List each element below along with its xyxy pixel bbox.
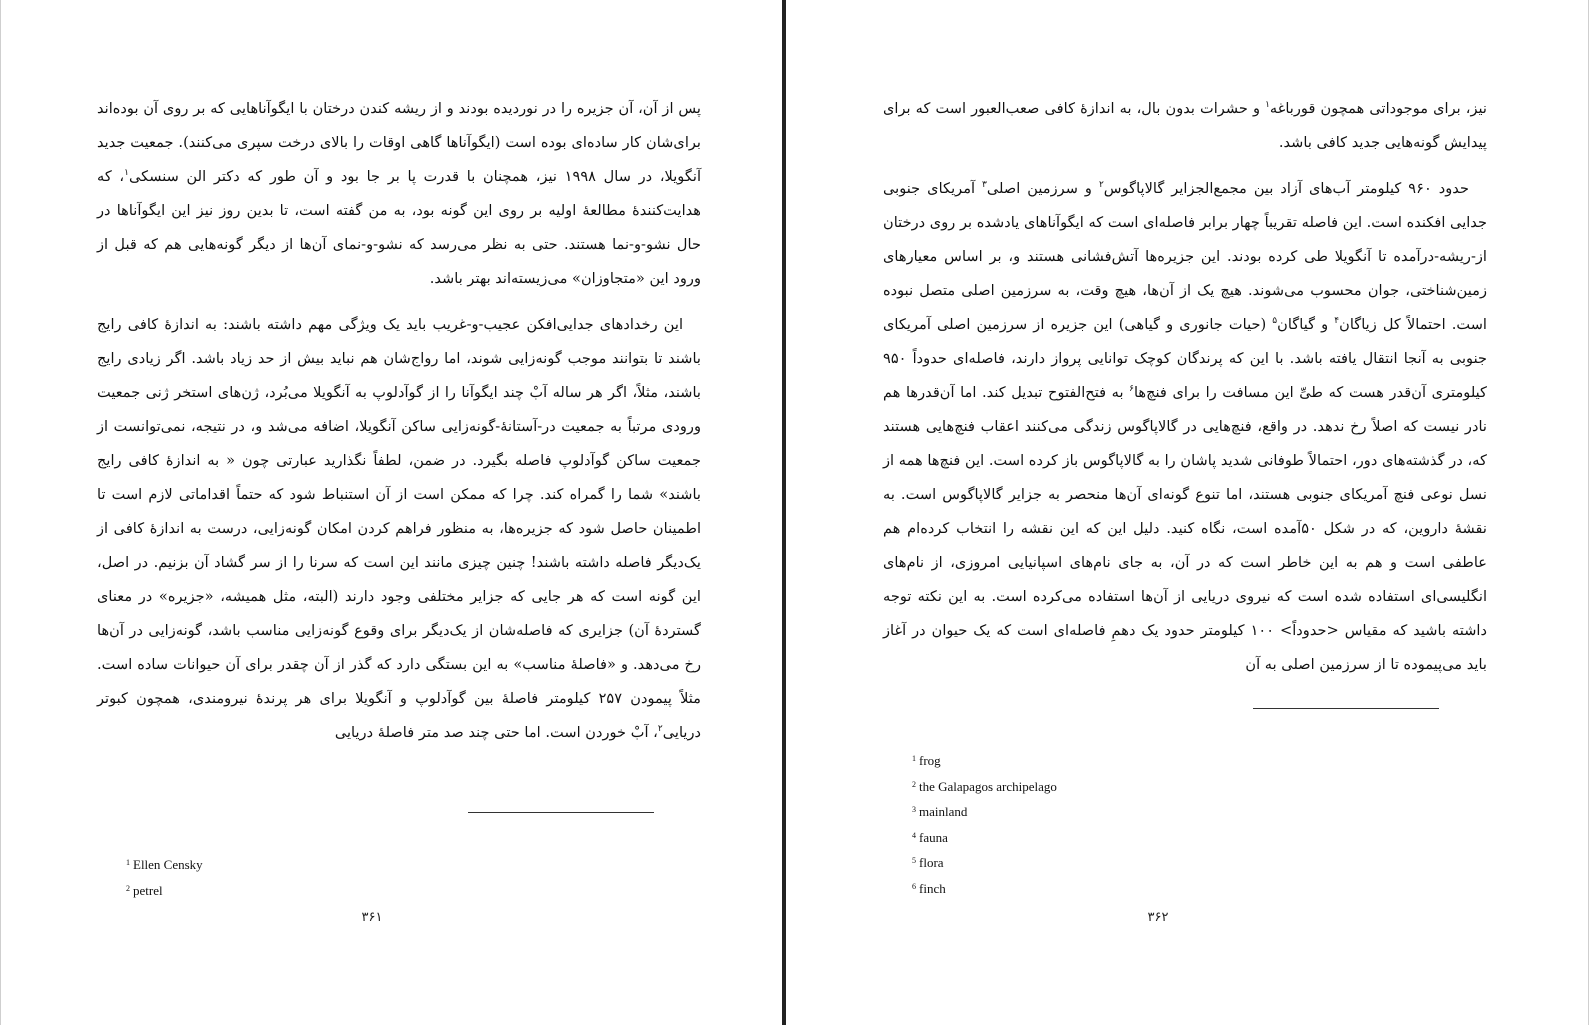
text-run: نیز، برای موجوداتی همچون قورباغه: [1269, 100, 1487, 117]
text-run: ، که هدایت‌کنندهٔ مطالعهٔ اولیه بر روی این گونه بود، به من گفته است، تا بدین روز نیز این ایگوآناها در حال نشو-و-نما هستند. حتی به نظر می‌رسد که نشو-و-نمای آن‌ها از دیگر گونه‌هایی هم که قبل از ورود این «متجاوزان» می‌زیسته‌اند بهتر باشد.: [97, 168, 701, 287]
left-page: [0, 0, 782, 1025]
text-run: حدود ۹۶۰ کیلومتر آب‌های آزاد بین مجمع‌الجزایر گالاپاگوس: [1103, 180, 1469, 197]
footnotes: [126, 852, 203, 903]
text-run: به فتح‌الفتوح تبدیل کند. اما آن‌قدرها هم نادر نیست که اصلاً رخ ندهد. در واقع، فنچ‌هایی در گالاپاگوس زندگی می‌کنند اعقاب فنچ‌هایی هستند که، در گذشته‌های دور، احتمالاً طوفانی شدید پاشان را به گالاپاگوس باز کرده است. این فنچ‌ها همه از نسل نوعی فنچ آمریکای جنوبی هستند، اما تنوع گونه‌ای آن‌ها منحصر به جزایر گالاپاگوس است. به نقشهٔ داروین، که در شکل ۵۰آمده است، نگاه کنید. دلیل این که این نقشه را انتخاب کرده‌ام هم عاطفی است و هم به این خاطر است که در آن، به جای نام‌های اسپانیایی امروزی، از نام‌های انگلیسی‌ای استفاده شده است که نیروی دریایی از آن‌ها استفاده می‌کرده است. به این نکته توجه داشته باشید که مقیاس <حدوداً> ۱۰۰ کیلومتر حدود یک دهمِ فاصله‌ای است که یک حیوان در آغاز باید می‌پیموده تا از سرزمین اصلی به آن: [883, 384, 1487, 673]
footnote-marker: ۵: [1272, 316, 1278, 327]
footnote: [126, 852, 203, 878]
paragraph: [97, 92, 701, 296]
text-run: آمریکای جنوبی جدایی افکنده است. این فاصله تقریباً چهار برابر فاصله‌ای است که ایگوآناهای یادشده بر روی درختان از-ریشه-درآمده تا آنگویلا طی کرده بودند. این جزیره‌ها آتش‌فشانی هستند و، بر اساس معیارهای زمین‌شناختی، جوان محسوب می‌شوند. هیچ یک از آن‌ها، هیچ وقت، به سرزمین اصلی متصل نبوده است. احتمالاً کل زیاگان: [883, 180, 1487, 333]
footnote-text: the Galapagos archipelago: [919, 778, 1057, 794]
page-number: ۳۶۱: [361, 910, 383, 925]
right-body-text: [883, 92, 1487, 682]
footnote: [912, 850, 1057, 876]
paragraph: [883, 92, 1487, 160]
footnote-marker: ۲: [1098, 180, 1104, 191]
footnote: [912, 799, 1057, 825]
text-run: پس از آن، آن جزیره را در نوردیده بودند و از ریشه کندن درختان با ایگوآناهایی که بر روی آن بوده‌اند برای‌شان کار ساده‌ای بوده است (ایگوآناها گاهی اوقات را بالای درخت سپری می‌کنند). جمعیت جدید آنگویلا، در سال ۱۹۹۸ نیز، همچنان با قدرت پا بر جا بود و آن طور که دکتر الن سنسکی: [97, 100, 702, 185]
footnote-number: 3: [912, 805, 916, 814]
right-page: [786, 0, 1589, 1025]
text-run: و حشرات بدون بال، به اندازهٔ کافی صعب‌العبور است که برای پیدایش گونه‌هایی جدید کافی باشد.: [883, 100, 1487, 151]
footnote: [126, 878, 203, 904]
footnote: [912, 748, 1057, 774]
footnote-text: fauna: [919, 829, 948, 845]
footnote-separator: [468, 812, 654, 813]
footnote-marker: ۱: [124, 168, 129, 179]
footnote: [912, 876, 1057, 902]
footnote-text: Ellen Censky: [133, 857, 203, 872]
text-run: (حیات جانوری و گیاهی) این جزیره از سرزمین اصلی آمریکای جنوبی به آنجا انتقال یافته باشد. با این که پرندگان کوچک توانایی پرواز دارند، فاصله‌ای حدوداً ۹۵۰ کیلومتری آن‌قدر هست که طیِّ این مسافت را برای فنچ‌ها: [883, 316, 1487, 401]
footnote-number: 4: [912, 830, 916, 840]
footnote: [912, 825, 1057, 851]
footnote-number: 1: [126, 858, 130, 867]
footnote-text: frog: [919, 753, 941, 768]
page-edge: [0, 0, 1, 1025]
text-run: این رخدادهای جدایی‌افکن عجیب-و-غریب باید یک ویژگی مهم داشته باشند: به اندازهٔ کافی رایج باشند تا بتوانند موجب گونه‌زایی شوند، اما رواج‌شان هم نباید بیش از حد زیاد باشد. اگر زیادی رایج باشند، مثلاً، اگر هر ساله آبْ چند ایگوآنا را از گوآدلوپ به آنگویلا می‌بُرد، ژن‌های استخر ژنی جمعیت ورودی مرتباً به جمعیت در-آستانهٔ-گونه‌زایی ساکن آنگویلا، اضافه می‌شد و، در نتیجه، نمی‌توانست از جمعیت ساکن گوآدلوپ فاصله بگیرد. در ضمن، لطفاً نگذارید عبارتی چون « به اندازهٔ کافی رایج باشند» شما را گمراه کند. چرا که ممکن است از آن استنباط شود که حتماً اقداماتی لازم است تا اطمینان حاصل شود که جزیره‌ها، به منظور فراهم کردن امکان گونه‌زایی، درست به اندازهٔ کافی از یک‌دیگر فاصله داشته باشند! چنین چیزی مانند این است که سرنا را از سر گشاد آن بزنیم. در اصل، این گونه است که هر جایی که جزایر مختلفی وجود دارند (البته، مثل همیشه، «جزیره» در معنای گستردهٔ آن) جزایری که فاصله‌شان از یک‌دیگر برای وقوع گونه‌زایی مناسب باشد، گونه‌زایی در آن‌ها رخ می‌دهد. و «فاصلهٔ مناسب» به این بستگی دارد که گذر از آن چقدر برای آن حیوانات ساده است. مثلاً پیمودن ۲۵۷ کیلومتر فاصلهٔ بین گوآدلوپ و آنگویلا برای هر پرندهٔ نیرومندی، همچون کبوتر دریایی: [97, 316, 701, 741]
footnote-text: petrel: [133, 882, 163, 898]
left-body-text: [97, 92, 701, 750]
footnote-number: 2: [126, 883, 130, 893]
footnotes: [912, 748, 1057, 901]
footnote-number: 1: [912, 754, 916, 763]
text-run: ، آبْ خوردن است. اما حتی چند صد متر فاصلهٔ دریایی: [334, 724, 658, 741]
footnote-number: 2: [912, 779, 916, 789]
footnote: [912, 774, 1057, 800]
text-run: و گیاگان: [1277, 316, 1335, 333]
paragraph: [97, 308, 701, 750]
footnote-marker: ۴: [1334, 316, 1340, 327]
footnote-number: 5: [912, 856, 916, 865]
footnote-text: finch: [919, 880, 946, 896]
footnote-marker: ۳: [982, 180, 987, 191]
page-number: ۳۶۲: [1147, 910, 1169, 925]
footnote-separator: [1253, 708, 1439, 709]
footnote-text: mainland: [919, 804, 968, 819]
footnote-marker: ۲: [657, 724, 663, 735]
paragraph: [883, 172, 1487, 682]
footnote-number: 6: [912, 881, 916, 891]
text-run: و سرزمین اصلی: [986, 180, 1099, 197]
footnote-text: flora: [919, 855, 944, 870]
footnote-marker: ۱: [1265, 100, 1270, 111]
footnote-marker: ۶: [1129, 384, 1134, 395]
